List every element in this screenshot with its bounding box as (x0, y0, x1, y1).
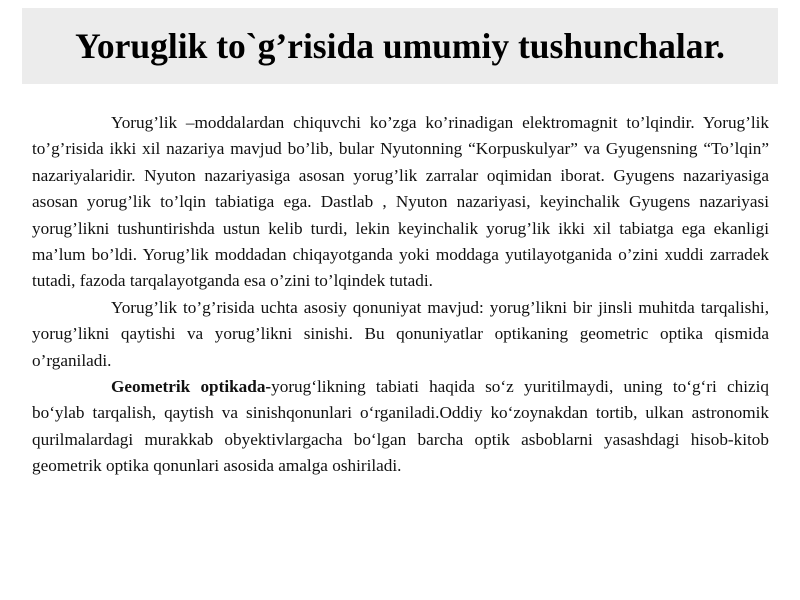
title-banner (22, 8, 778, 84)
body-text (32, 110, 769, 480)
paragraph-3-text: yorug‘likning tabiati haqida so‘z yuritilmaydi, uning to‘g‘ri chiziq bo‘ylab tarqalish, qaytish va sinishqonunlari o‘rganiladi.Oddiy ko‘zoynakdan tortib, ulkan astronomik qurilmalardagi murakkab obyektivlargacha bo‘lgan barcha optik asboblarni yasashdagi hisob-kitob geometrik optika qonunlari asosida amalga oshiriladi. (32, 377, 770, 476)
paragraph-2 (32, 295, 769, 374)
paragraph-1 (32, 110, 769, 295)
paragraph-1-text: Yorug’lik –moddalardan chiquvchi ko’zga ko’rinadigan elektromagnit to’lqindir. Yorug’lik to’g’risida ikki xil nazariya mavjud bo’lib, bular Nyutonning “Korpuskulyar” va Gyugensning “To’lqin” nazariyalaridir. Nyuton nazariyasiga asosan yorug’lik zarralar oqimidan iborat. Gyugens nazariyasiga asosan yorug’lik to’lqin tabiatiga ega. Dastlab , Nyuton nazariyasi, keyinchalik Gyugens nazariyasi yorug’likni tushuntirishda ustun kelib turdi, lekin keyinchalik yorug’lik ikki xil tabiatga ega ekanligi ma’lum bo’ldi. Yorug’lik moddadan chiqayotganda yoki moddaga yutilayotganida o’zini xuddi zarradek tutadi, fazoda tarqalayotganda esa o’zini to’lqindek tutadi. (32, 113, 769, 291)
paragraph-3 (32, 374, 769, 480)
page-title: Yoruglik to`g’risida umumiy tushunchalar. (75, 26, 725, 66)
paragraph-3-bold-lead: Geometrik optikada- (111, 377, 272, 397)
paragraph-2-text: Yorug’lik to’g’risida uchta asosiy qonuniyat mavjud: yorug’likni bir jinsli muhitda tarqalishi, yorug’likni qaytishi va yorug’likni sinishi. Bu qonuniyatlar optikaning geometric optika qismida o’rganiladi. (32, 297, 769, 370)
